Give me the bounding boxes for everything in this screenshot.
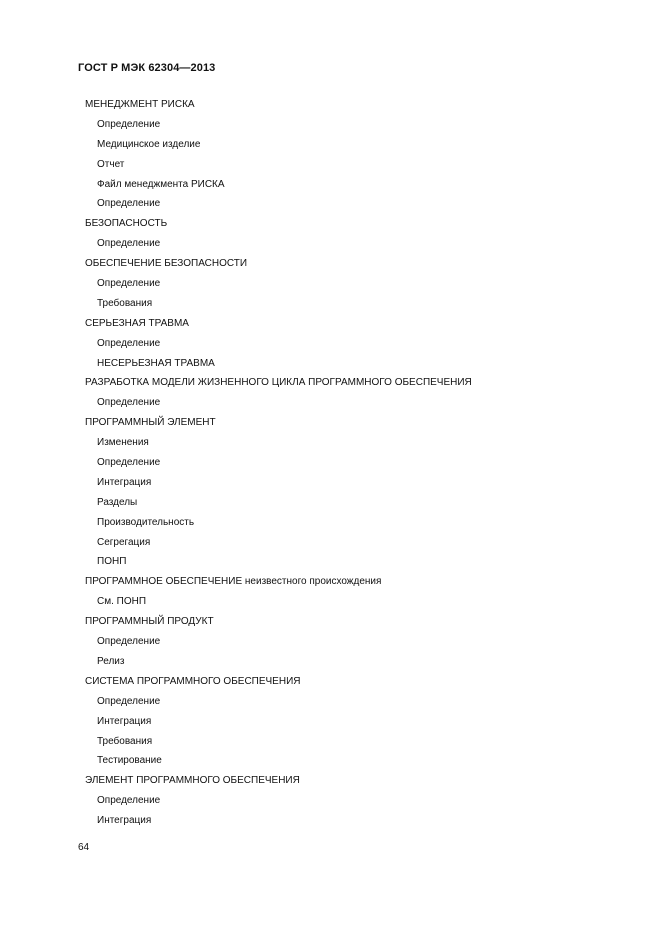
index-subterm: Тестирование (97, 755, 162, 767)
index-subterm: Определение (97, 636, 161, 648)
index-term: ПРОГРАММНЫЙ ЭЛЕМЕНТ (85, 417, 216, 429)
document-header: ГОСТ Р МЭК 62304—2013 (78, 62, 216, 74)
index-subterm: Интеграция (97, 476, 152, 488)
index-subterm: Интеграция (97, 815, 152, 827)
index-subterm: Релиз (97, 655, 125, 667)
index-term: ПРОГРАММНЫЙ ПРОДУКТ (85, 616, 214, 628)
index-subterm: Определение (97, 118, 161, 130)
index-subterm: Требования (97, 735, 153, 747)
page-number: 64 (78, 842, 90, 853)
index-subterm: Определение (97, 278, 161, 290)
index-term: ПРОГРАММНОЕ ОБЕСПЕЧЕНИЕ неизвестного происхождения (85, 576, 382, 588)
index-term: СЕРЬЕЗНАЯ ТРАВМА (85, 317, 189, 329)
index-subterm: Файл менеджмента РИСКА (97, 178, 225, 190)
index-subterm: Производительность (97, 516, 195, 528)
index-subterm: Сегрегация (97, 536, 151, 548)
index-subterm: Медицинское изделие (97, 138, 201, 150)
index-term: ЭЛЕМЕНТ ПРОГРАММНОГО ОБЕСПЕЧЕНИЯ (85, 775, 300, 787)
index-subterm: См. ПОНП (97, 596, 147, 608)
index-subterm: НЕСЕРЬЕЗНАЯ ТРАВМА (97, 357, 215, 369)
index-term: СИСТЕМА ПРОГРАММНОГО ОБЕСПЕЧЕНИЯ (85, 675, 301, 687)
index-subterm: ПОНП (97, 556, 127, 568)
index-subterm: Разделы (97, 496, 138, 508)
index-subterm: Определение (97, 795, 161, 807)
index-subterm: Определение (97, 198, 161, 210)
index-entry-list (0, 95, 661, 831)
index-term: МЕНЕДЖМЕНТ РИСКА (85, 99, 195, 110)
index-subterm: Определение (97, 397, 161, 409)
index-subterm: Интеграция (97, 715, 152, 727)
index-subterm: Отчет (97, 158, 125, 170)
index-term: РАЗРАБОТКА МОДЕЛИ ЖИЗНЕННОГО ЦИКЛА ПРОГРАММНОГО ОБЕСПЕЧЕНИЯ (85, 377, 472, 389)
index-subterm: Определение (97, 457, 161, 469)
index-term: ОБЕСПЕЧЕНИЕ БЕЗОПАСНОСТИ (85, 258, 248, 270)
index-subterm: Определение (97, 238, 161, 250)
index-term: БЕЗОПАСНОСТЬ (85, 218, 168, 230)
index-subterm: Определение (97, 695, 161, 707)
index-subterm: Изменения (97, 437, 149, 449)
index-subterm: Требования (97, 297, 153, 309)
index-subterm: Определение (97, 337, 161, 349)
